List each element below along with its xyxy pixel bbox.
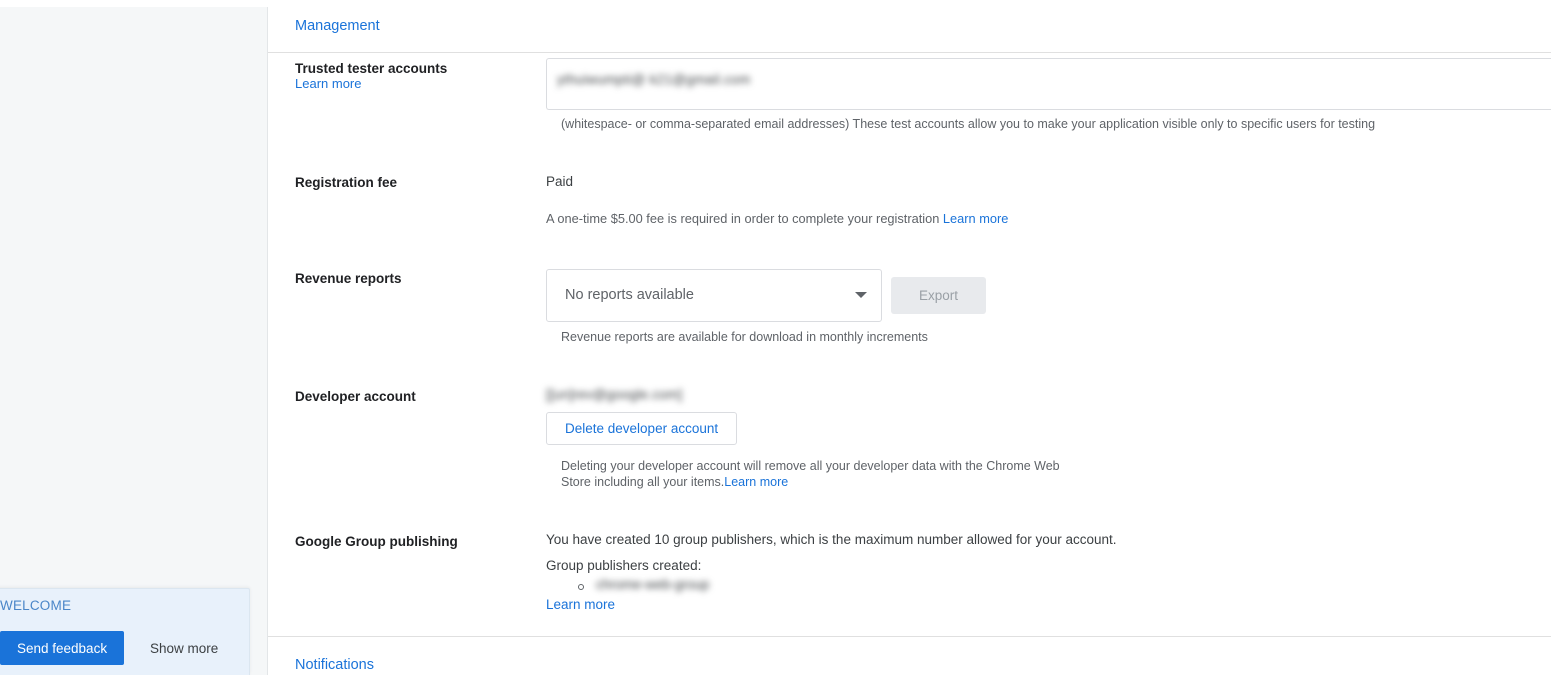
bullet-icon xyxy=(578,584,584,590)
developer-account-helper-line1: Deleting your developer account will remove all your developer data with the Chrome Web xyxy=(561,459,1060,473)
delete-developer-account-button[interactable]: Delete developer account xyxy=(546,412,737,445)
google-group-learn-more-link[interactable]: Learn more xyxy=(546,597,616,612)
revenue-reports-helper-text: Revenue reports are available for download in monthly increments xyxy=(561,330,928,344)
google-group-item-value: chrome-web-group xyxy=(596,577,710,592)
notifications-section-heading: Notifications xyxy=(295,657,374,673)
trusted-tester-learn-more-link[interactable]: Learn more xyxy=(295,76,362,91)
main-content xyxy=(268,0,1551,675)
developer-account-helper-line2: Store including all your items. xyxy=(561,475,725,489)
show-more-button[interactable]: Show more xyxy=(140,631,228,665)
developer-account-learn-more-link[interactable]: Learn more xyxy=(724,475,789,489)
trusted-tester-input-value: ythuiwumpti@ k21@gmail.com xyxy=(557,72,751,87)
google-group-publishing-label: Google Group publishing xyxy=(295,534,458,549)
export-button[interactable]: Export xyxy=(891,277,986,314)
trusted-tester-helper-text: (whitespace- or comma-separated email addresses) These test accounts allow you to make your application visible only to specific users for testing xyxy=(561,117,1376,131)
registration-fee-helper-text xyxy=(546,211,1008,227)
registration-fee-learn-more-link[interactable]: Learn more xyxy=(942,211,1009,226)
feedback-card xyxy=(0,588,250,675)
registration-fee-label: Registration fee xyxy=(295,175,398,190)
chevron-down-icon xyxy=(855,292,867,298)
trusted-tester-label: Trusted tester accounts xyxy=(295,61,448,76)
developer-account-helper-text xyxy=(561,458,1081,490)
registration-fee-value: Paid xyxy=(546,174,574,189)
developer-account-email: [[un]rev@google.com] xyxy=(546,387,683,402)
google-group-created-label: Group publishers created: xyxy=(546,558,702,573)
revenue-reports-selected-value: No reports available xyxy=(565,287,694,303)
revenue-reports-select[interactable] xyxy=(546,269,882,322)
feedback-welcome-label: WELCOME xyxy=(0,598,72,613)
send-feedback-button[interactable]: Send feedback xyxy=(0,631,124,665)
revenue-reports-label: Revenue reports xyxy=(295,271,402,286)
developer-account-label: Developer account xyxy=(295,389,416,404)
section-divider xyxy=(268,52,1551,53)
section-divider-2 xyxy=(268,636,1551,637)
registration-fee-helper-prefix: A one-time $5.00 fee is required in order to complete your registration xyxy=(546,211,943,226)
google-group-status-text: You have created 10 group publishers, which is the maximum number allowed for your account. xyxy=(546,532,1117,547)
sidebar xyxy=(0,0,268,675)
management-section-heading: Management xyxy=(295,18,380,34)
sidebar-top-spacer xyxy=(0,0,268,7)
